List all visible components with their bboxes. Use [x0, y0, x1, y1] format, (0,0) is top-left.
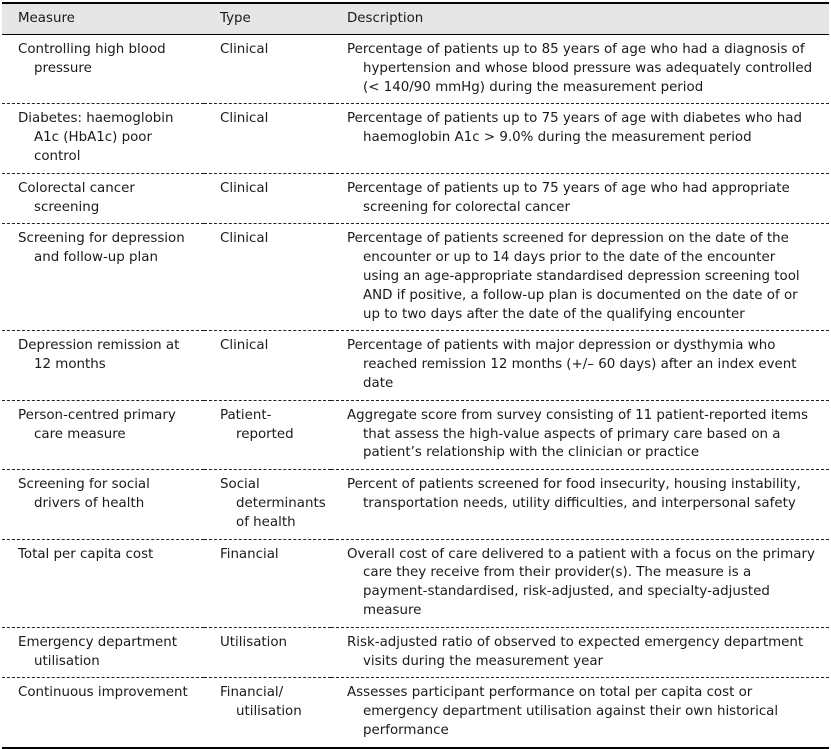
- type-cell: Clinical: [220, 180, 269, 196]
- type-cell: Utilisation: [220, 634, 288, 650]
- measure-cell: Colorectal cancer screening: [18, 180, 135, 215]
- measures-table: [2, 2, 829, 749]
- table-row: [2, 539, 829, 627]
- table-row: [2, 678, 829, 748]
- description-cell: Percentage of patients screened for depression on the date of the encounter or up to 14 days prior to the date of the encounter using an age-appropriate standardised depression screening tool AND if positive, a follow-up plan is documented on the date of or up to two days after the date of the qualifying encounter: [347, 231, 800, 322]
- description-cell: Percent of patients screened for food insecurity, housing instability, transportation needs, utility difficulties, and interpersonal safety: [347, 477, 801, 511]
- description-cell: Risk-adjusted ratio of observed to expected emergency department visits during the measurement year: [347, 634, 804, 669]
- type-cell: Patient-reported: [220, 407, 294, 442]
- description-cell: Percentage of patients up to 75 years of age with diabetes who had haemoglobin A1c > 9.0% during the measurement period: [347, 111, 802, 146]
- measure-cell: Depression remission at 12 months: [18, 338, 180, 373]
- table-row: [2, 224, 829, 331]
- description-cell: Percentage of patients with major depression or dysthymia who reached remission 12 months (+/– 60 days) after an index event date: [347, 338, 797, 391]
- measure-cell: Person-centred primary care measure: [18, 407, 176, 442]
- table-row: [2, 173, 829, 224]
- header-measure: Measure: [2, 3, 204, 35]
- type-cell: Clinical: [220, 338, 269, 354]
- type-cell: Social determinants of health: [220, 477, 326, 530]
- type-cell: Financial: [220, 546, 279, 562]
- description-cell: Overall cost of care delivered to a patient with a focus on the primary care they receive from their provider(s). The measure is a payment-standardised, risk-adjusted, and specialty-adjusted measure: [347, 546, 815, 618]
- description-cell: Assesses participant performance on total per capita cost or emergency department utilisation against their own historical performance: [347, 685, 779, 738]
- description-cell: Aggregate score from survey consisting of 11 patient-reported items that assess the high-value aspects of primary care based on a patient’s relationship with the clinician or practice: [347, 407, 809, 461]
- description-cell: Percentage of patients up to 85 years of age who had a diagnosis of hypertension and whose blood pressure was adequately controlled (< 140/90 mmHg) during the measurement period: [347, 42, 813, 95]
- measure-cell: Emergency department utilisation: [18, 634, 178, 669]
- type-cell: Clinical: [220, 111, 269, 127]
- description-cell: Percentage of patients up to 75 years of age who had appropriate screening for colorectal cancer: [347, 180, 790, 215]
- table-row: [2, 627, 829, 678]
- measure-cell: Total per capita cost: [18, 546, 154, 562]
- type-cell: Clinical: [220, 42, 269, 57]
- measure-cell: Screening for social drivers of health: [18, 477, 150, 511]
- table-row: [2, 104, 829, 173]
- table-row: [2, 400, 829, 469]
- measure-cell: Continuous improvement: [18, 685, 188, 701]
- measure-cell: Controlling high blood pressure: [18, 42, 166, 76]
- measure-cell: Screening for depression and follow-up plan: [18, 231, 185, 266]
- table-row: [2, 470, 829, 539]
- header-description: Description: [331, 3, 829, 35]
- type-cell: Financial/ utilisation: [220, 685, 302, 720]
- type-cell: Clinical: [220, 231, 269, 247]
- table-row: [2, 35, 829, 104]
- measure-cell: Diabetes: haemoglobin A1c (HbA1c) poor control: [18, 111, 174, 164]
- header-row: [2, 3, 829, 35]
- header-type: Type: [204, 3, 331, 35]
- table-row: [2, 331, 829, 400]
